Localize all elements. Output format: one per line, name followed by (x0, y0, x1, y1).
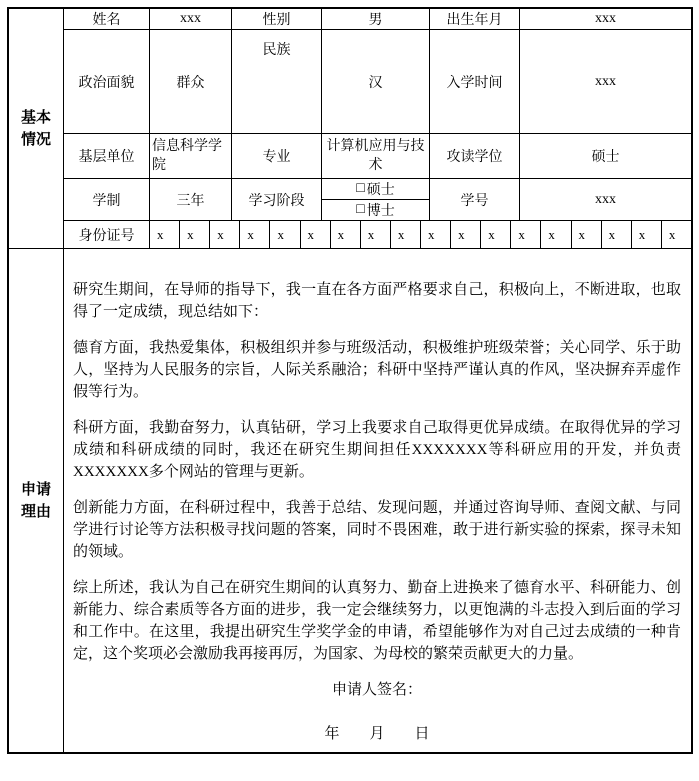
section-label-basic-info (9, 9, 64, 248)
reason-paragraph: 创新能力方面，在科研过程中，我善于总结、发现问题，并通过咨询导师、查阅文献、与同学进行讨论等方法积极寻找问题的答案，同时不畏困难，敢于进行新实验的探索，探寻未知的领域。 (73, 500, 681, 560)
id-digit-cell: x (481, 221, 511, 248)
form-row-id-number (64, 221, 691, 248)
stage-option-doctor-label: 博士 (366, 204, 395, 219)
id-digit-cell: x (391, 221, 421, 248)
id-digit-cell: x (270, 221, 300, 248)
reason-paragraph: 研究生期间，在导师的指导下，我一直在各方面严格要求自己，积极向上，不断进取，也取得了一定成绩，现总结如下： (73, 282, 681, 320)
section-label-line: 情况 (20, 131, 51, 148)
ethnicity-value: 汉 (322, 30, 430, 133)
id-digit-cell: x (572, 221, 602, 248)
id-digit-cell: x (150, 221, 180, 248)
major-label: 专业 (232, 134, 322, 178)
gender-label: 性别 (232, 9, 322, 29)
id-digit-cell: x (301, 221, 331, 248)
unit-label: 基层单位 (64, 134, 150, 178)
id-number-label: 身份证号 (64, 221, 150, 248)
id-digit-cell: x (421, 221, 451, 248)
stage-option-master[interactable] (322, 179, 429, 200)
stage-option-master-label: 硕士 (366, 183, 395, 198)
reason-paragraph: 科研方面，我勤奋努力，认真钻研，学习上我要求自己取得更优异成绩。在取得优异的学习成绩和科研成绩的同时，我还在研究生期间担任XXXXXXX等科研应用的开发，并负责XXXXXXX多个网站的管理与更新。 (73, 420, 681, 480)
id-digit-cell: x (602, 221, 632, 248)
enrollment-time-value: xxx (595, 73, 616, 89)
enrollment-time-label: 入学时间 (430, 30, 520, 133)
form-row-political-ethnicity-enrollment (64, 30, 691, 134)
id-digit-cells (150, 221, 691, 248)
political-status-value: 群众 (150, 30, 232, 133)
section-label-line: 申请 (20, 481, 51, 498)
degree-value: 硕士 (591, 150, 620, 165)
id-digit-cell: x (180, 221, 210, 248)
section-label-line: 基本 (20, 109, 51, 126)
name-label: 姓名 (64, 9, 150, 29)
id-digit-cell: x (511, 221, 541, 248)
duration-label: 学制 (64, 179, 150, 220)
basic-info-section (9, 9, 691, 249)
basic-info-grid (64, 9, 691, 248)
id-digit-cell: x (331, 221, 361, 248)
study-stage-options (322, 179, 430, 220)
application-reason-section (9, 249, 691, 752)
student-no-label: 学号 (430, 179, 520, 220)
id-digit-cell: x (541, 221, 571, 248)
id-digit-cell: x (668, 226, 676, 242)
birth-date-value: xxx (595, 11, 616, 26)
section-label-application-reason (9, 249, 64, 752)
study-stage-label: 学习阶段 (232, 179, 322, 220)
form-row-duration-stage-studentno (64, 179, 691, 221)
name-value: xxx (150, 9, 232, 29)
degree-label: 攻读学位 (430, 134, 520, 178)
scholarship-application-form (7, 7, 693, 754)
id-digit-cell: x (632, 221, 662, 248)
reason-paragraph: 德育方面，我热爱集体，积极组织并参与班级活动，积极维护班级荣誉；关心同学、乐于助人，坚持为人民服务的宗旨，人际关系融洽；科研中坚持严谨认真的作风，坚决摒弃弄虚作假等行为。 (73, 340, 681, 400)
gender-value: 男 (322, 9, 430, 29)
checkbox-icon[interactable]: □ (356, 181, 365, 196)
id-digit-cell: x (361, 221, 391, 248)
form-row-name-gender-birth (64, 9, 691, 30)
applicant-signature-label: 申请人签名： (331, 682, 422, 698)
id-digit-cell: x (240, 221, 270, 248)
political-status-label: 政治面貌 (64, 30, 150, 133)
birth-date-label: 出生年月 (430, 9, 520, 29)
duration-value: 三年 (150, 179, 232, 220)
checkbox-icon[interactable]: □ (356, 202, 365, 217)
major-value: 计算机应用与技术 (322, 134, 430, 178)
unit-value: 信息科学学院 (150, 134, 232, 178)
reason-paragraph: 综上所述，我认为自己在研究生期间的认真努力、勤奋上进换来了德育水平、科研能力、创新能力、综合素质等各方面的进步，我一定会继续努力，以更饱满的斗志投入到后面的学习和工作中。在这里，我提出研究生学奖学金的申请，希望能够作为对自己过去成绩的一种肯定，这个奖项必会激励我再接再厉，为国家、为母校的繁荣贡献更大的力量。 (73, 580, 681, 662)
student-no-value: xxx (595, 191, 616, 207)
form-row-unit-major-degree (64, 134, 691, 179)
id-digit-cell: x (210, 221, 240, 248)
application-text (73, 279, 681, 665)
ethnicity-label: 民族 (232, 30, 322, 133)
stage-option-doctor[interactable] (322, 200, 429, 220)
section-label-line: 理由 (20, 503, 51, 520)
application-reason-cell (64, 249, 691, 752)
date-label: 年 月 日 (324, 726, 430, 742)
id-digit-cell: x (451, 221, 481, 248)
